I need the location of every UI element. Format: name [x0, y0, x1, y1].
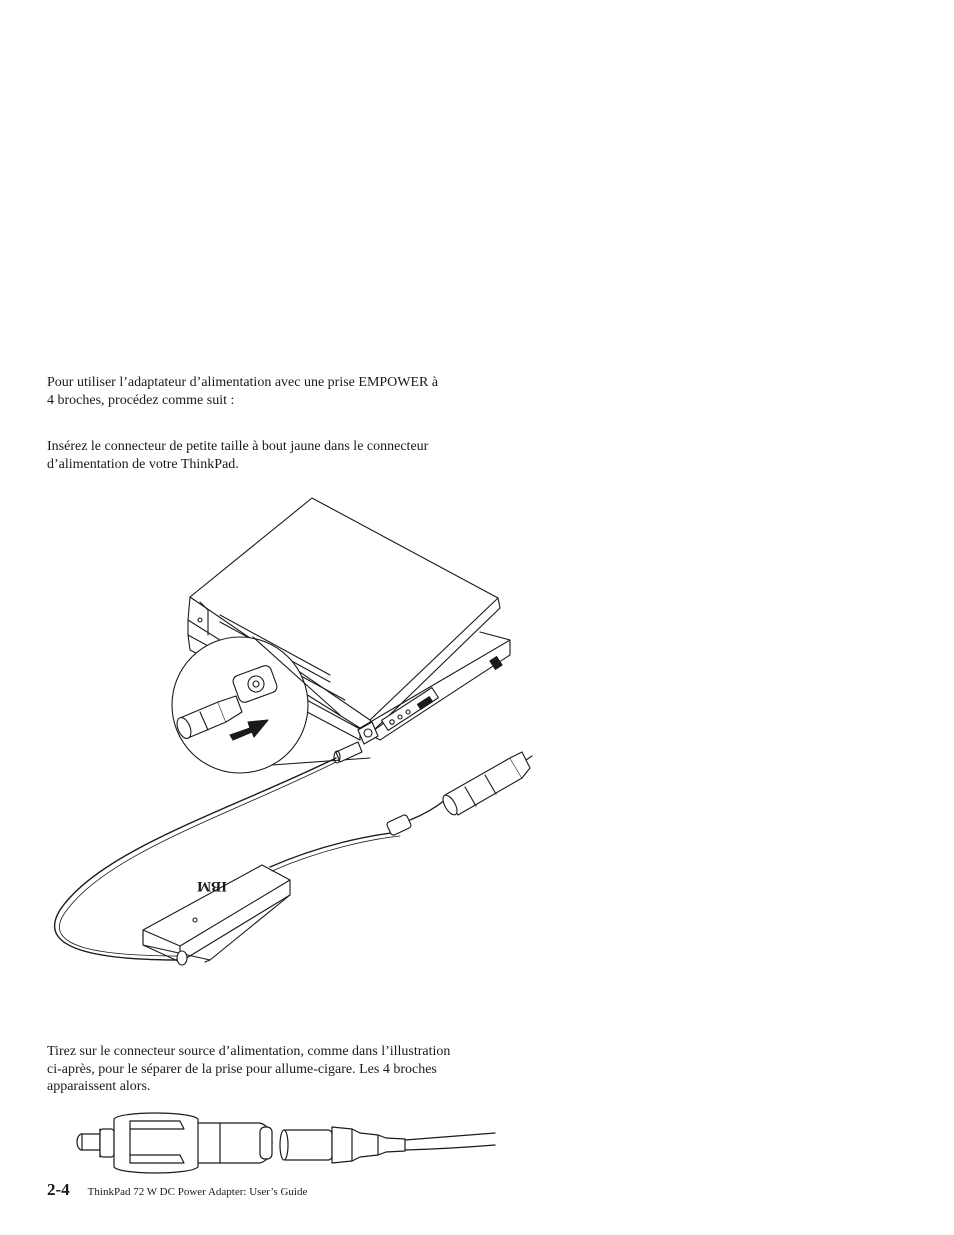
pull-line-3: apparaissent alors.: [47, 1079, 151, 1094]
lighter-plug-body: [114, 1113, 272, 1173]
dc-input-cable: [270, 832, 400, 867]
insert-connector-paragraph: [47, 438, 517, 473]
plug-tip: [77, 1129, 114, 1157]
insert-line-2: d’alimentation de votre ThinkPad.: [47, 456, 239, 472]
page-footer: [47, 1180, 307, 1200]
intro-line-2: 4 broches, procédez comme suit :: [47, 392, 235, 408]
pull-line-2: ci-après, pour le séparer de la prise pour allume-cigare. Les 4 broches: [47, 1061, 437, 1077]
pull-connector-paragraph: [47, 1043, 517, 1096]
insert-line-1: Insérez le connecteur de petite taille à bout jaune dans le connecteur: [47, 439, 429, 454]
intro-paragraph: [47, 374, 517, 409]
laptop-connection-illustration: [40, 490, 530, 975]
intro-line-1: Pour utiliser l’adaptateur d’alimentation avec une prise EMPOWER à: [47, 375, 439, 390]
cigarette-lighter-plug: [440, 752, 532, 817]
brick-logo: IBM: [197, 878, 227, 894]
ferrite-bead: [386, 814, 412, 836]
separated-plug-illustration: [60, 1105, 500, 1180]
page-number: 2-4: [47, 1180, 70, 1199]
adapter-brick: [143, 865, 290, 965]
guide-title: ThinkPad 72 W DC Power Adapter: User’s Guide: [87, 1186, 308, 1198]
pull-line-1: Tirez sur le connecteur source d’alimentation, comme dans l’illustration: [47, 1044, 451, 1059]
power-source-connector: [280, 1127, 495, 1163]
